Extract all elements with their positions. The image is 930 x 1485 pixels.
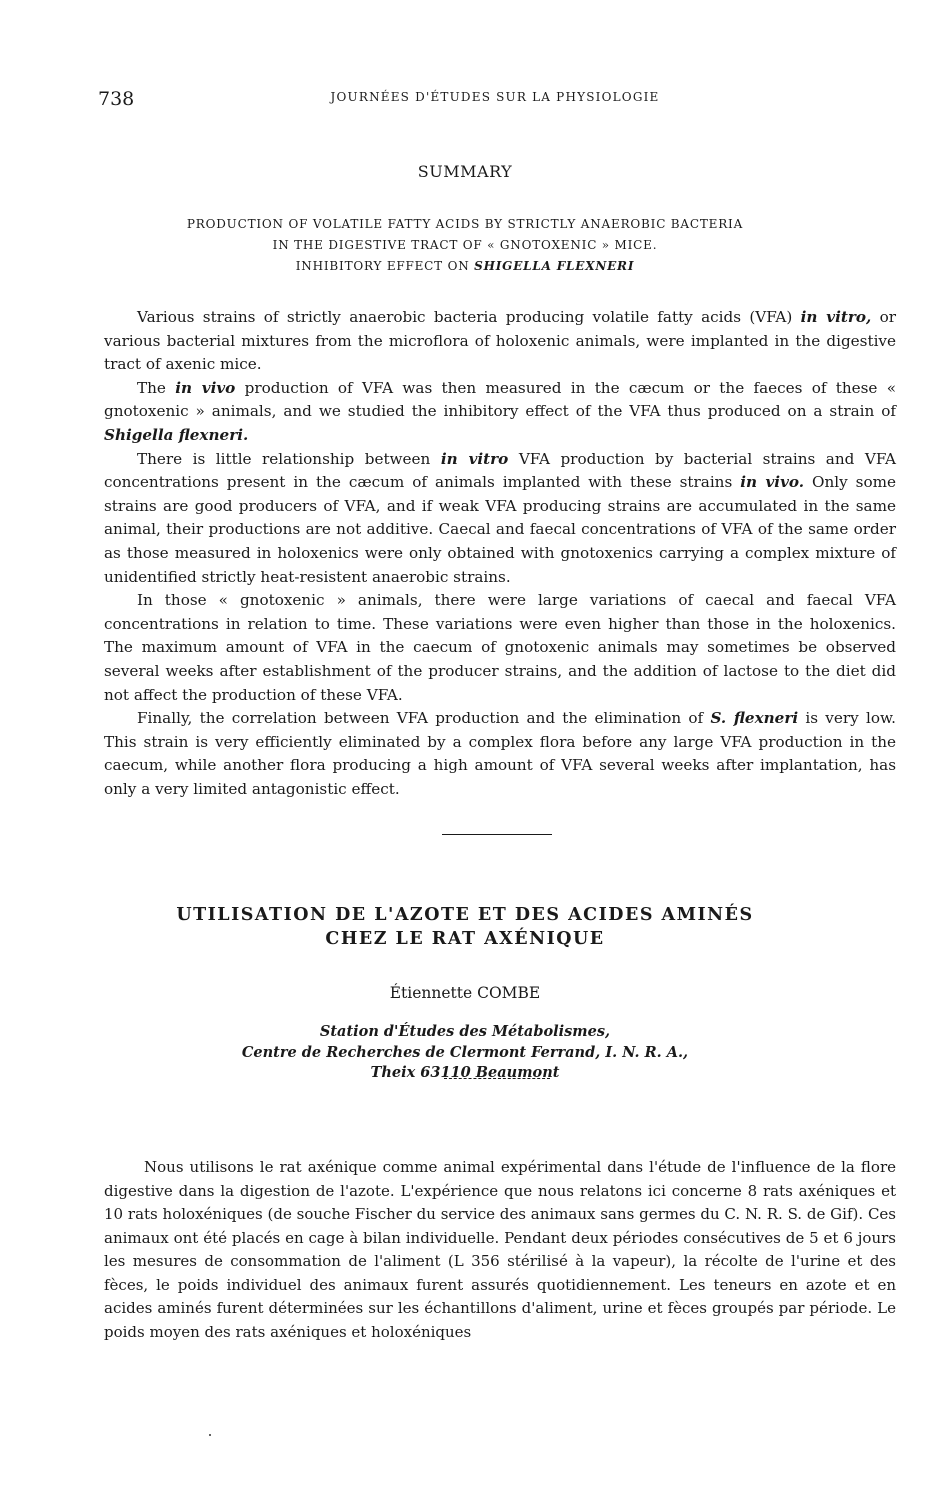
summary-paragraph-3-text-b: VFA production by bacterial strains and VFA concentrations present in the cæcum of animals implanted with these strains [104, 449, 897, 492]
summary-paragraph-4-text-a: In those « gnotoxenic » animals, there were large variations of caecal and faecal VFA concentrations in relation to time. These variations were even higher than those in the holoxenics. The maximum amount of VFA in the caecum of gnotoxenic animals may sometimes be observed several weeks after establishment of the producer strains, and the addition of lactose to the diet did not affect the production of these VFA. [104, 591, 896, 704]
summary-paragraph-5-text-a: Finally, the correlation between VFA production and the elimination of [137, 709, 711, 728]
summary-paragraph-2-text-a: The [137, 378, 176, 397]
article-body [104, 1156, 896, 1344]
summary-title-line-3 [80, 256, 850, 277]
summary-title-line-3-text: INHIBITORY EFFECT ON [295, 259, 475, 273]
page-number: 738 [98, 88, 135, 110]
article-title-line-1: UTILISATION DE L'AZOTE ET DES ACIDES AMINÉS [176, 905, 754, 925]
summary-paragraph-5-text-b: is very low. This strain is very efficiently eliminated by a complex flora before any large VFA production in the caecum, while another flora producing a high amount of VFA several weeks after implantation, has only a very limited antagonistic effect. [104, 709, 897, 798]
article-paragraph-1: Nous utilisons le rat axénique comme animal expérimental dans l'étude de l'influence de la flore digestive dans la digestion de l'azote. L'expérience que nous relatons ici concerne 8 rats axéniques et 10 rats holoxéniques (de souche Fischer du service des animaux sans germes du C. N. R. S. de Gif). Ces animaux ont été placés en cage à bilan individuelle. Pendant deux périodes consécutives de 5 et 6 jours les mesures de consommation de l'aliment (L 356 stérilisé à la vapeur), la récolte de l'urine et des fèces, le poids individuel des animaux furent assurés quotidiennement. Les teneurs en azote et en acides aminés furent déterminées sur les échantillons d'aliment, urine et fèces groupés par période. Le poids moyen des rats axéniques et holoxéniques [104, 1158, 896, 1341]
summary-title-organism: SHIGELLA FLEXNERI [474, 259, 635, 273]
summary-title [80, 214, 850, 277]
summary-paragraph-2-italic-2: Shigella flexneri. [104, 425, 249, 444]
section-divider [442, 834, 552, 835]
summary-body [104, 306, 896, 801]
summary-paragraph-1-italic-1: in vitro, [800, 308, 872, 326]
summary-paragraph-3-italic-1: in vitro [440, 449, 509, 468]
summary-heading: SUMMARY [417, 162, 513, 181]
summary-paragraph-5-italic-1: S. flexneri [710, 709, 799, 728]
summary-paragraph-2-text-b: production of VFA was then measured in the cæcum or the faeces of these « gnotoxenic » animals, and we studied the inhibitory effect of the VFA thus produced on a strain of [104, 378, 896, 421]
affiliation-divider [444, 1078, 550, 1079]
summary-paragraph-1 [104, 306, 896, 377]
summary-paragraph-3-text-c: Only some strains are good producers of VFA, and if weak VFA producing strains are accumulated in the same animal, their productions are not additive. Caecal and faecal concentrations of VFA of the same order as those measured in holoxenics were only obtained with gnotoxenics carrying a complex mixture of unidentified strictly heat-resistent anaerobic strains. [104, 473, 897, 586]
summary-paragraph-3-italic-2: in vivo. [740, 473, 805, 492]
affiliation-line-2: Centre de Recherches de Clermont Ferrand, I. N. R. A., [241, 1043, 689, 1061]
article-author: Étiennette COMBE [389, 984, 541, 1002]
article-title [0, 903, 930, 951]
summary-title-line-2: IN THE DIGESTIVE TRACT OF « GNOTOXENIC » MICE. [272, 238, 658, 252]
article-title-line-2: CHEZ LE RAT AXÉNIQUE [325, 929, 605, 949]
summary-paragraph-2-italic-1: in vivo [175, 378, 236, 397]
summary-paragraph-3-text-a: There is little relationship between [137, 449, 441, 468]
affiliation-line-1: Station d'Études des Métabolismes, [319, 1023, 611, 1040]
summary-paragraph-3 [104, 448, 896, 590]
print-speck [209, 1434, 211, 1436]
summary-paragraph-1-text-a: Various strains of strictly anaerobic bacteria producing volatile fatty acids (VFA) [137, 308, 801, 326]
summary-title-line-1: PRODUCTION OF VOLATILE FATTY ACIDS BY STRICTLY ANAEROBIC BACTERIA [186, 217, 744, 231]
summary-paragraph-5 [104, 707, 896, 801]
summary-paragraph-2 [104, 377, 896, 448]
affiliation-line-3: Theix 63110 Beaumont [370, 1064, 560, 1081]
summary-paragraph-1-text-b: or various bacterial mixtures from the microflora of holoxenic animals, were implanted in the digestive tract of axenic mice. [104, 308, 896, 374]
running-head: JOURNÉES D'ÉTUDES SUR LA PHYSIOLOGIE [330, 90, 660, 104]
article-affiliation [0, 1022, 930, 1084]
summary-paragraph-4 [104, 589, 896, 707]
